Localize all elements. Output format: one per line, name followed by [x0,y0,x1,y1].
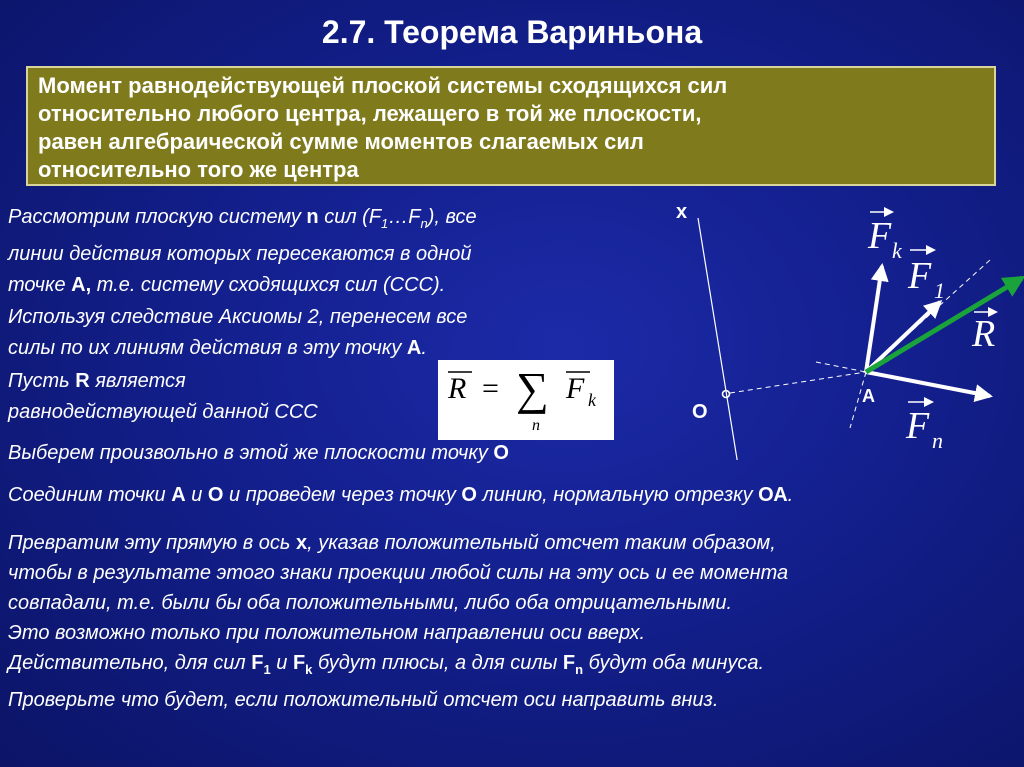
paragraph-point-o: Выберем произвольно в этой же плоскости точку О [8,442,509,464]
force-fn-arrow [866,372,990,396]
theorem-line: равен алгебраической сумме моментов слагаемых сил [38,129,644,154]
paragraph-axiom: Используя следствие Аксиомы 2, перенесем все силы по их линиям действия в эту точку А. [8,306,468,359]
label-r: R [972,313,996,355]
action-line-dashed [816,362,866,372]
axis-x-label: x [676,201,688,223]
axis-x-line [698,218,742,460]
segment-oa [730,372,866,393]
label-fk-sub: k [892,238,902,263]
label-fn: F [906,405,930,447]
force-fk-arrow [866,266,882,372]
theorem-line: Момент равнодействующей плоской системы сходящихся сил [38,73,728,98]
theorem-box [26,66,996,186]
formula-sub: n [532,417,540,434]
formula-sum: ∑ [516,363,549,414]
theorem-line: относительно того же центра [38,157,359,182]
force-diagram [660,190,1024,460]
paragraph-axis: Превратим эту прямую в ось x, указав положительный отсчет таким образом, чтобы в результате этого знаки проекции любой силы на эту ось и ее момента совпадали, т.е. были бы оба положительными, либо оба отрицательными. Это возможно только при положительном направлении оси вверх. Действительно, для сил $F_1$ и $F_k$ будут плюсы, а для силы $F_n$ будут оба минуса. Проверьте что будет, если положительный отсчет оси направить вниз. [8,532,789,711]
point-a-label: А [862,386,875,406]
paragraph-system: Рассмотрим плоскую систему n сил $(F_1\dots F_n)$, все линии действия которых пересекаются в одной точке А, т.е. систему сходящихся сил (ССС). [8,206,477,296]
formula-eq: = [482,372,499,405]
label-f1-sub: 1 [934,278,945,303]
formula-F: F [566,372,585,405]
label-fk: F [868,215,892,257]
label-fn-sub: n [932,428,943,453]
formula-box [438,360,614,440]
paragraph-connect: Соединим точки А и О и проведем через точку О линию, нормальную отрезку ОА. [8,484,794,506]
theorem-line: относительно любого центра, лежащего в той же плоскости, [38,101,702,126]
formula-lhs: R [448,372,467,405]
page-title: 2.7. Теорема Вариньона [321,14,703,50]
label-f1: F [908,255,932,297]
formula-k: k [588,390,596,410]
point-o-label: О [692,401,708,423]
paragraph-resultant: Пусть R является равнодействующей данной ССС [8,370,318,423]
